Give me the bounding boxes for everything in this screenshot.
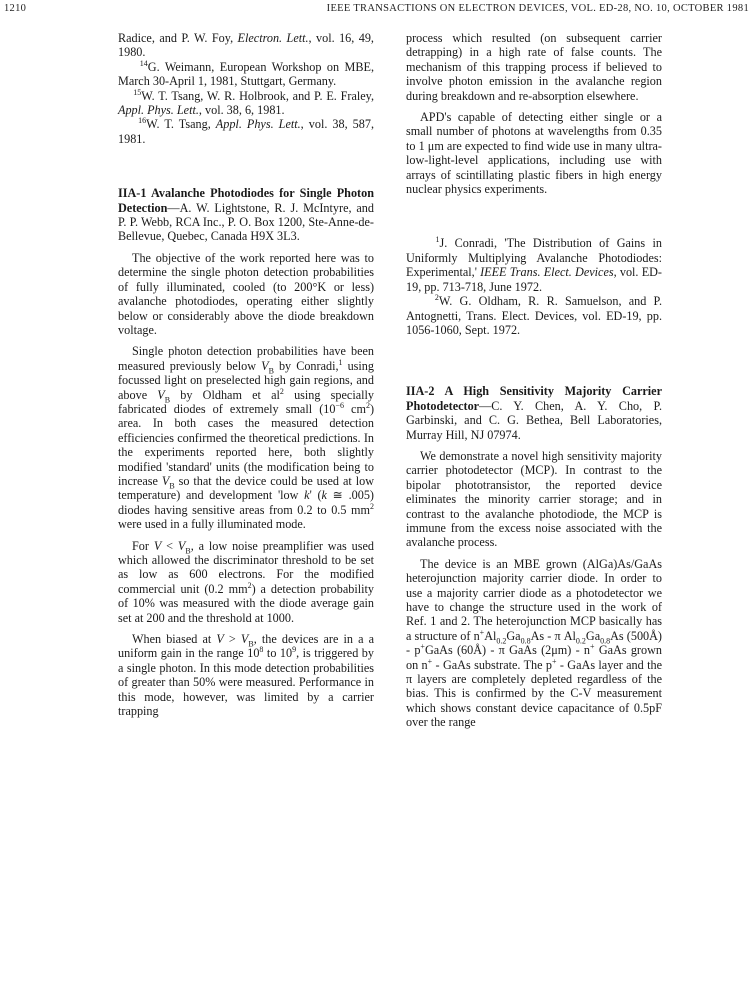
paragraph: We demonstrate a novel high sensitivity majority carrier photodetector (MCP). In contrast to the bipolar phototransistor, the reported device eliminates the minority carrier storage; and in contrast to the avalanche photodiode, the MCP is immune from the excess noise associated with the avalanche process. xyxy=(406,448,662,550)
footnote-2: $^2$W. G. Oldham, R. R. Samuelson, and P. Antognetti, Trans. Elect. Devices, vol. ED-19, pp. 1056-1060, Sept. 1972. xyxy=(406,293,663,337)
running-head: IEEE TRANSACTIONS ON ELECTRON DEVICES, VOL. ED-28, NO. 10, OCTOBER 1981 xyxy=(326,3,749,14)
section-authors-iia2: —C. Y. Chen, A. Y. Cho, P. Garbinski, and C. G. Bethea, Bell Laboratories, Murray Hill, NJ 07974. xyxy=(406,398,662,442)
reference-14: $^{14}$G. Weimann, European Workshop on MBE, March 30-April 1, 1981, Stuttgart, Germany. xyxy=(118,58,374,89)
paragraph: APD's capable of detecting either single or a small number of photons at wavelengths from 0.35 to 1 μm are expected to find wide use in many ultra-low-light-level applications, including use with arrays of scintillating plastic fibers in high energy nuclear physics experiments. xyxy=(406,110,662,197)
running-header xyxy=(0,3,755,17)
paragraph: When biased at $V > V_B$, the devices are in a a uniform gain in the range $10^8$ to $10^9$, is triggered by a single photon. In this mode detection probabilities of greater than 50% were measured. Performance in this mode, however, was limited by a carrier trapping xyxy=(118,632,374,719)
page-number: 1210 xyxy=(4,3,27,14)
paragraph: The objective of the work reported here was to determine the single photon detection probabilities of fully illuminated, cooled (to 200°K or less) avalanche photodiodes, operating either slightly below or considerably above the diode breakdown voltage. xyxy=(118,250,374,337)
footnote-1: $^1$J. Conradi, 'The Distribution of Gains in Uniformly Multiplying Avalanche Photodiodes: Experimental,' IEEE Trans. Elect. Devices, vol. ED-19, pp. 713-718, June 1972. xyxy=(406,235,663,294)
section-title-iia2: IIA-2 A High Sensitivity Majority Carrier Photodetector—C. Y. Chen, A. Y. Cho, P. Garbinski, and C. G. Bethea, Bell Laboratories, Murray Hill, NJ 07974. xyxy=(406,384,662,442)
paragraph: The device is an MBE grown (AlGa)As/GaAs heterojunction majority carrier diode. In order to use a majority carrier diode as a photodetector we have to change the structure used in the work of Ref. 1 and 2. The heterojunction MCP basically has a structure of $n^+Al_{0.2}Ga_{0.8}As$ - π $Al_{0.2}Ga_{0.8}As$ (500Å) - p+GaAs (60Å) - π GaAs (2μm) - n+ GaAs grown on n+ - GaAs substrate. The p+ - GaAs layer and the π layers are completely depleted regardless of the bias. This is confirmed by the C-V measurement which shows constant device capacitance of 0.5pF over the range xyxy=(406,556,662,730)
reference-15: $^{15}$W. T. Tsang, W. R. Holbrook, and P. E. Fraley, Appl. Phys. Lett., vol. 38, 6, 1981. xyxy=(118,87,375,118)
paragraph: Single photon detection probabilities have been measured previously below $V_B$ by Conradi,$^1$ using focussed light on preselected high gain regions, and above $V_B$ by Oldham et $al^2$ using specially fabricated diodes of extremely small ($10^{-6}$ $cm^2$) area. In both cases the measured detection efficiencies confirmed the theoretical predictions. In the experiments reported here, both slightly modified 'standard' units (the modification being to increase $V_B$ so that the device could be used at low temperature) and development 'low k' (k ≅ .005) diodes having sensitive areas from 0.2 to 0.5 $mm^2$ were used in a fully illuminated mode. xyxy=(118,344,374,532)
left-column xyxy=(118,31,374,718)
reference-16: $^{16}$W. T. Tsang, Appl. Phys. Lett., vol. 38, 587, 1981. xyxy=(118,116,374,146)
reference-continued: Radice, and P. W. Foy, Electron. Lett., vol. 16, 49, 1980. xyxy=(118,31,374,60)
section-title-iia1: IIA-1 Avalanche Photodiodes for Single Photon Detection—A. W. Lightstone, R. J. McIntyre, and P. P. Webb, RCA Inc., P. O. Box 1200, Ste-Anne-de-Bellevue, Quebec, Canada H9X 3L3. xyxy=(118,186,374,244)
paragraph-continued: process which resulted (on subsequent carrier detrapping) in a high rate of false counts. The mechanism of this trapping process if believed to involve photon emission in the avalanche region during breakdown and re-absorption elsewhere. xyxy=(406,31,662,103)
right-column xyxy=(406,31,662,730)
section-authors-iia1: —A. W. Lightstone, R. J. McIntyre, and P. P. Webb, RCA Inc., P. O. Box 1200, Ste-Anne-de-Bellevue, Quebec, Canada H9X 3L3. xyxy=(118,200,374,244)
paragraph: For $V < V_B$, a low noise preamplifier was used which allowed the discriminator threshold to be set as low as 600 electrons. For the modified commercial unit (0.2 $mm^2$) a detection probability of 10% was measured with the diode average gain set at 200 and the threshold at 1000. xyxy=(118,538,374,625)
